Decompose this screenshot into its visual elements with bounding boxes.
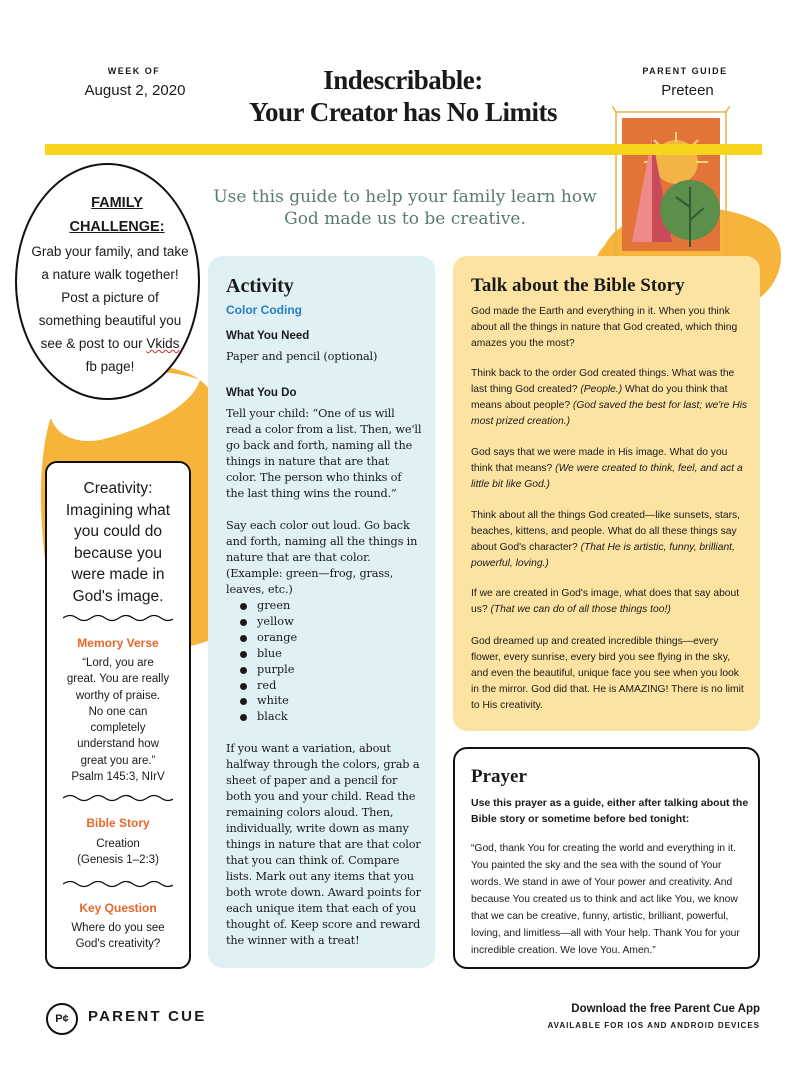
bible-story-reference <box>50 836 186 869</box>
story-answer: (That He is artistic, funny, brilliant, powerful, loving.) <box>471 542 735 569</box>
creativity-line: were made in <box>71 566 165 583</box>
wave-divider <box>63 879 173 889</box>
story-answer: (That we can do of all those things too!) <box>490 604 671 615</box>
guide-label: PARENT GUIDE <box>642 66 728 76</box>
wave-divider <box>63 793 173 803</box>
prayer-heading: Prayer <box>471 766 527 787</box>
prayer-text: “God, thank You for creating the world and everything in it. You painted the sky and the sea with the sound of Your words. We stand in awe of Your power and creativity. And because You created us to think and act like You, we know that we can be creative, funny, artistic, brilliant, powerful, loving, and limitless—all with Your help. Thank You for your incredible creation. We love You. Amen.” <box>471 843 740 956</box>
parent-cue-wordmark: PARENT CUE <box>88 1008 207 1025</box>
what-you-do-paragraph: Tell your child: “One of us will read a color from a list. Then, we'll go back and forth, naming all the things in nature that are that color. The person who thinks of the last thing wins the round.” <box>226 407 422 500</box>
header-divider-bar <box>45 144 762 155</box>
family-challenge-title <box>42 191 192 239</box>
memory-line: completely <box>90 722 146 735</box>
memory-line: Psalm 145:3, NIrV <box>71 771 165 784</box>
story-text: Think back to the order God created things. What was the last thing God created? <box>471 368 735 395</box>
story-paragraph <box>471 508 749 572</box>
challenge-line: fb page! <box>85 359 135 374</box>
memory-line: understand how <box>77 738 159 751</box>
activity-subtitle: Color Coding <box>226 303 302 317</box>
what-you-do-paragraph: Say each color out loud. Go back and forth, naming all the things in nature that are that color. (Example: green—frog, grass, leaves, etc.) <box>226 519 418 596</box>
nature-artwork-illustration <box>612 102 730 262</box>
parent-cue-logo-icon: P¢ <box>46 1003 78 1035</box>
challenge-line <box>20 332 200 355</box>
color-list-item: green <box>238 598 297 614</box>
what-you-need-heading: What You Need <box>226 330 310 342</box>
color-list-item: blue <box>238 646 297 662</box>
creativity-definition <box>50 478 186 607</box>
story-paragraph: God dreamed up and created incredible things—every flower, every sunrise, every bird you see flying in the sky, and even the beautiful, unique face you see when you look in the mirror. God did that. He is AMAZING! There is no limit to His creativity. <box>471 636 744 711</box>
key-question-text <box>50 920 186 953</box>
creativity-line: Imagining what <box>65 501 171 519</box>
creativity-line: God's image. <box>72 587 164 605</box>
available-devices-text: AVAILABLE FOR IOS AND ANDROID DEVICES <box>547 1021 760 1030</box>
creativity-line: Creativity: <box>83 480 153 497</box>
title-line: Your Creator has No Limits <box>248 97 557 127</box>
color-list-item: orange <box>238 630 297 646</box>
color-list-item: yellow <box>238 614 297 630</box>
color-list-item: black <box>238 709 297 725</box>
color-list-item: purple <box>238 662 297 678</box>
week-date: August 2, 2020 <box>84 82 186 99</box>
key-question-heading: Key Question <box>79 901 157 915</box>
page-title <box>210 64 596 128</box>
challenge-line: Grab your family, and take <box>31 244 189 259</box>
creativity-line: because you <box>74 544 162 562</box>
activity-heading: Activity <box>226 275 294 297</box>
what-you-need-text: Paper and pencil (optional) <box>226 350 378 363</box>
story-ref-line: (Genesis 1–2:3) <box>77 854 159 867</box>
challenge-title-line: CHALLENGE: <box>69 219 165 235</box>
creativity-line: you could do <box>74 523 162 540</box>
download-app-text: Download the free Parent Cue App <box>571 1003 760 1015</box>
what-you-do-heading: What You Do <box>226 387 297 399</box>
story-paragraph: God made the Earth and everything in it. When you think about all the things in nature that God created, which thing amazes you the most? <box>471 306 738 349</box>
story-ref-line: Creation <box>96 838 140 850</box>
memory-verse-text <box>50 655 186 785</box>
memory-line: great you are.” <box>80 754 156 767</box>
story-text: What do you think that means about people? <box>471 384 728 411</box>
memory-verse-heading: Memory Verse <box>77 636 159 650</box>
question-line: God's creativity? <box>75 938 161 951</box>
question-line: Where do you see <box>71 922 165 934</box>
challenge-line: Post a picture of <box>61 290 159 305</box>
story-paragraph <box>471 445 749 493</box>
guide-age: Preteen <box>661 82 714 99</box>
story-answer: (People.) <box>580 384 623 395</box>
bible-story-heading: Bible Story <box>86 816 150 830</box>
prayer-instructions: Use this prayer as a guide, either after talking about the Bible story or sometime before bed tonight: <box>471 797 749 825</box>
wave-divider <box>63 613 173 623</box>
memory-line: No one can <box>88 705 148 718</box>
intro-line: God made us to be creative. <box>284 209 526 229</box>
story-text: God says that we were made in His image. What do you think that means? <box>471 447 728 474</box>
title-line: Indescribable: <box>323 65 483 95</box>
memory-line: worthy of praise. <box>75 689 161 702</box>
story-paragraph <box>471 366 749 430</box>
story-text: If we are created in God's image, what does that say about us? <box>471 588 740 615</box>
story-text: Think about all the things God created—like sunsets, stars, beaches, kittens, and people. What do all these things say about God's character? <box>471 510 741 553</box>
memory-line: “Lord, you are <box>82 657 154 669</box>
intro-line: Use this guide to help your family learn how <box>213 187 597 207</box>
story-answer: (God saved the best for last; we're His most prized creation.) <box>471 400 748 427</box>
bible-story-card-heading: Talk about the Bible Story <box>471 275 685 296</box>
variation-paragraph: If you want a variation, about halfway through the colors, grab a sheet of paper and a pencil for both you and your child. Read the remaining colors aloud. Then, individually, write down as many things in nature that are that color that you can think of. Compare lists. Mark out any items that you both wrote down. Award points for each unique item that each of you thought of. Keep score and reward the winner with a treat! <box>226 742 421 947</box>
color-list-item: red <box>238 678 297 694</box>
vkids-word: Vkids <box>146 336 180 351</box>
intro-text <box>195 186 615 230</box>
challenge-line: something beautiful you <box>38 313 182 328</box>
week-label: WEEK OF <box>107 66 161 76</box>
color-list <box>238 598 297 725</box>
family-challenge-body <box>20 240 200 378</box>
story-paragraph <box>471 586 749 618</box>
challenge-line: a nature walk together! <box>41 267 179 282</box>
challenge-title-line: FAMILY <box>91 195 143 211</box>
challenge-text: see & post to our <box>40 336 147 351</box>
color-list-item: white <box>238 693 297 709</box>
memory-line: great. You are really <box>66 673 170 686</box>
story-answer: (We were created to think, feel, and act a little bit like God.) <box>471 463 743 490</box>
